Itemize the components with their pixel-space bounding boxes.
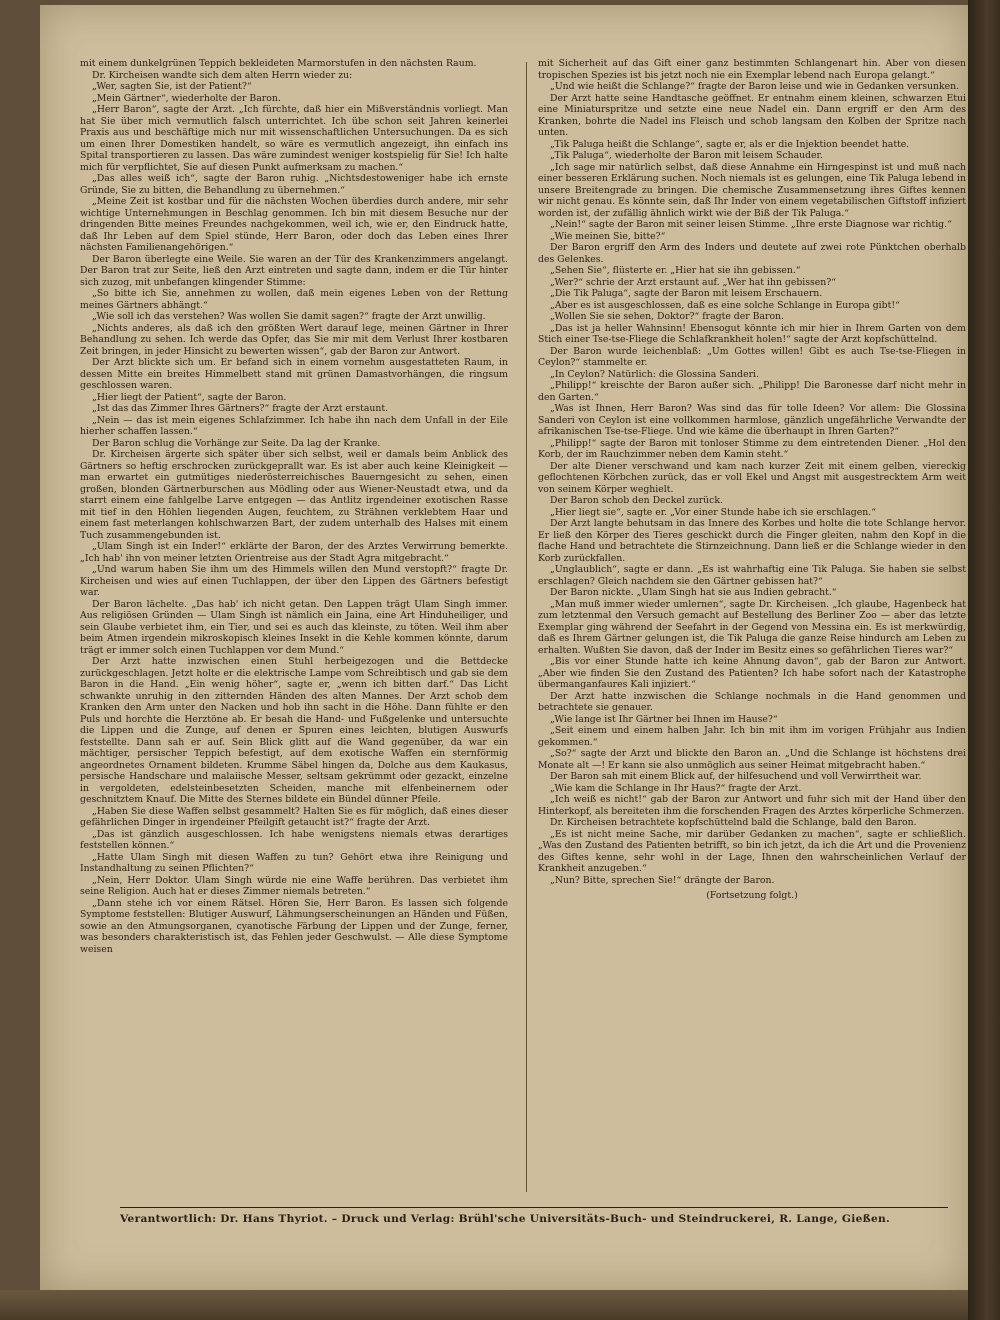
paragraph: Der Arzt hatte inzwischen die Schlange nochmals in die Hand genommen und betrachtete sie genauer. <box>538 690 966 713</box>
left-column <box>80 58 508 955</box>
paragraph: „Ich sage mir natürlich selbst, daß diese Annahme ein Hirngespinst ist und muß nach einer besseren Erklärung suchen. Noch niemals ist es gelungen, eine Tik Paluga lebend in unsere Breitengrade zu bringen. Die chemische Zusammensetzung ihres Giftes kennen wir nicht genau. Es könnte sein, daß Ihr Inder von einem vegetabilischen Giftstoff infiziert worden ist, der zufällig ähnlich wirkt wie der Biß der Tik Paluga.“ <box>538 161 966 219</box>
paragraph: „Meine Zeit ist kostbar und für die nächsten Wochen überdies durch andere, mir sehr wichtige Unternehmungen in Beschlag genommen. Ich bin mit diesem Besuche nur der dringenden Bitte meines Freundes nachgekommen, weil ich, wie er, den Eindruck hatte, daß Ihr Leben auf dem Spiel stünde, Herr Baron, oder doch das Leben eines Ihrer nächsten Familienangehörigen.“ <box>80 196 508 253</box>
paragraph: „Wer?“ schrie der Arzt erstaunt auf. „Wer hat ihn gebissen?“ <box>550 276 837 288</box>
paragraph: „Philipp!“ kreischte der Baron außer sich. „Philipp! Die Baronesse darf nicht mehr in den Garten.“ <box>538 380 966 403</box>
paragraph: „Nein, Herr Doktor. Ulam Singh würde nie eine Waffe berühren. Das verbietet ihm seine Religion. Auch hat er dieses Zimmer niemals betreten.“ <box>80 874 508 897</box>
paragraph: „Das alles weiß ich“, sagte der Baron ruhig. „Nichtsdestoweniger habe ich ernste Gründe, Sie zu bitten, die Behandlung zu übernehmen.“ <box>80 173 508 196</box>
paragraph: mit Sicherheit auf das Gift einer ganz bestimmten Schlangenart hin. Aber von diesen tropischen Spezies ist bis jetzt noch nie ein Exemplar lebend nach Europa gelangt.“ <box>538 58 966 81</box>
paragraph: „Seit einem und einem halben Jahr. Ich bin mit ihm im vorigen Frühjahr aus Indien gekommen.“ <box>538 725 966 748</box>
paragraph: Der Arzt hatte seine Handtasche geöffnet. Er entnahm einem kleinen, schwarzen Etui eine Miniaturspritze und setzte eine neue Nadel ein. Dann ergriff er den Arm des Kranken, bohrte die Nadel ins Fleisch und schob langsam den Kolben der Spritze nach unten. <box>538 92 966 138</box>
paragraph: Der Baron überlegte eine Weile. Sie waren an der Tür des Krankenzimmers angelangt. Der Baron trat zur Seite, ließ den Arzt eintreten und sagte dann, indem er die Tür hinter sich zuzog, mit unbefangen klingender Stimme: <box>80 253 508 288</box>
paragraph: „So?“ sagte der Arzt und blickte den Baron an. „Und die Schlange ist höchstens drei Monate alt —! Er kann sie also unmöglich aus seiner Heimat mitgebracht haben.“ <box>538 748 966 771</box>
footer-rule <box>120 1207 948 1208</box>
page-edge-right <box>968 0 1000 1320</box>
paragraph: „Es ist nicht meine Sache, mir darüber Gedanken zu machen“, sagte er schließlich. „Was den Zustand des Patienten betrifft, so bin ich jetzt, da ich die Art und die Provenienz des Giftes kenne, sehr wohl in der Lage, Ihnen den wahrscheinlichen Verlauf der Krankheit anzugeben.“ <box>538 828 966 874</box>
paragraph: Der alte Diener verschwand und kam nach kurzer Zeit mit einem gelben, viereckig geflochtenen Körbchen zurück, das er voll Ekel und Angst mit ausgestrecktem Arm weit von seinem Körper weghielt. <box>538 460 966 495</box>
paragraph: Der Baron nickte. „Ulam Singh hat sie aus Indien gebracht.“ <box>550 587 837 598</box>
continuation-note: (Fortsetzung folgt.) <box>706 890 798 901</box>
paragraph: Dr. Kircheisen betrachtete kopfschüttelnd bald die Schlange, bald den Baron. <box>550 817 917 828</box>
paragraph: „Bis vor einer Stunde hatte ich keine Ahnung davon“, gab der Baron zur Antwort. „Aber wie finden Sie den Zustand des Patienten? Ich habe sofort nach der Katastrophe übermanganfaures Kali injiziert.“ <box>538 656 966 690</box>
paragraph: „Wie kam die Schlange in Ihr Haus?“ fragte der Arzt. <box>550 782 802 794</box>
paragraph: Der Baron schob den Deckel zurück. <box>550 495 723 506</box>
paragraph: Der Baron sah mit einem Blick auf, der hilfesuchend und voll Verwirrtheit war. <box>550 771 922 782</box>
paragraph: „Was ist Ihnen, Herr Baron? Was sind das für tolle Ideen? Vor allem: Die Glossina Sanderi von Ceylon ist eine vollkommen harmlose, gänzlich ungefährliche Verwandte der afrikanischen Tse-tse-Fliege. Und wie käme die überhaupt in Ihren Garten?“ <box>538 403 966 437</box>
paragraph: „Mein Gärtner“, wiederholte der Baron. <box>92 92 281 104</box>
paragraph: Der Arzt langte behutsam in das Innere des Korbes und holte die tote Schlange hervor. Er ließ den Körper des Tieres geschickt durch die Finger gleiten, nahm den Kopf in die flache Hand und betrachtete die Stirnzeichnung. Dann ließ er die Schlange wieder in den Korb zurückfallen. <box>538 518 966 564</box>
paragraph: „Nichts anderes, als daß ich den größten Wert darauf lege, meinen Gärtner in Ihrer Behandlung zu sehen. Ich werde das Opfer, das Sie mir mit dem Verlust Ihrer kostbaren Zeit bringen, in jeder Hinsicht zu bewerten wissen“, gab der Baron zur Antwort. <box>80 322 508 357</box>
column-divider <box>526 62 527 1192</box>
paragraph: „Tik Paluga heißt die Schlange“, sagte er, als er die Injektion beendet hatte. <box>550 138 910 150</box>
paragraph: „Ist das das Zimmer Ihres Gärtners?“ fragte der Arzt erstaunt. <box>92 403 389 414</box>
paragraph: „Herr Baron“, sagte der Arzt. „Ich fürchte, daß hier ein Mißverständnis vorliegt. Man hat Sie über mich vermutlich falsch unterrichtet. Ich übe schon seit Jahren keinerlei Praxis aus und beschäftige mich nur mit wissenschaftlichen Untersuchungen. Da es sich um einen Ihrer Domestiken handelt, so wäre es vermutlich angezeigt, ihn einfach ins Spital transportieren zu lassen. Das wäre zumindest weniger kostspielig für Sie! Ich halte mich für verpflichtet, Sie auf diesen Punkt aufmerksam zu machen.“ <box>80 104 508 173</box>
paragraph: „Und wie heißt die Schlange?“ fragte der Baron leise und wie in Gedanken versunken. <box>550 81 960 92</box>
paragraph: „Unglaublich“, sagte er dann. „Es ist wahrhaftig eine Tik Paluga. Sie haben sie selbst erschlagen? Gleich nachdem sie den Gärtner gebissen hat?“ <box>538 564 966 587</box>
paragraph: Der Baron wurde leichenblaß: „Um Gottes willen! Gibt es auch Tse-tse-Fliegen in Ceylon?“ stammelte er. <box>538 345 966 368</box>
paragraph: „Nun? Bitte, sprechen Sie!“ drängte der Baron. <box>550 874 775 886</box>
paragraph: „Philipp!“ sagte der Baron mit tonloser Stimme zu dem eintretenden Diener. „Hol den Korb, der im Rauchzimmer neben dem Kamin steht.“ <box>538 437 966 460</box>
paragraph: „Wie lange ist Ihr Gärtner bei Ihnen im Hause?“ <box>550 713 778 725</box>
paragraph: Der Baron lächelte. „Das hab' ich nicht getan. Den Lappen trägt Ulam Singh immer. Aus religiösen Gründen — Ulam Singh ist nämlich ein Jaina, eine Art Hinduheiliger, und sein Glaube verbietet ihm, ein Tier, und sei es auch das kleinste, zu töten. Weil ihm aber beim Atmen irgendein mikroskopisch kleines Insekt in die Kehle kommen könnte, darum trägt er immer solch einen Tuchlappen vor dem Mund.“ <box>80 598 508 656</box>
paragraph: „Wollen Sie sie sehen, Doktor?“ fragte der Baron. <box>550 311 784 322</box>
paragraph: Der Baron ergriff den Arm des Inders und deutete auf zwei rote Pünktchen oberhalb des Gelenkes. <box>538 242 966 265</box>
paragraph: Dr. Kircheisen ärgerte sich später über sich selbst, weil er damals beim Anblick des Gärtners so heftig erschrocken zurückgeprallt war. Es ist aber auch keine Kleinigkeit — man erwartet ein gutmütiges niederösterreichisches Bauerngesicht zu sehen, einen großen, blonden Gärtnerburschen aus Mödling oder aus Wiener-Neustadt etwa, und da starrt einem eine fahlgelbe Larve entgegen — das Antlitz irgendeiner exotischen Rasse mit tief in den Höhlen liegenden Augen, feuchtem, zu Strähnen verklebtem Haar und einem fast meterlangen kohlschwarzen Bart, der zudem unterhalb des Halses mit einem Tuch zusammengebunden ist. <box>80 449 508 541</box>
paragraph: „Und warum haben Sie ihm um des Himmels willen den Mund verstopft?“ fragte Dr. Kircheisen und wies auf einen Tuchlappen, der über den Lippen des Gärtners befestigt war. <box>80 564 508 598</box>
paragraph: „Man muß immer wieder umlernen“, sagte Dr. Kircheisen. „Ich glaube, Hagenbeck hat zum letztenmal den Versuch gemacht auf Bestellung des Berliner Zoo — aber das letzte Exemplar ging während der Seefahrt in der Gegend von Messina ein. Es ist merkwürdig, daß es Ihrem Gärtner gelungen ist, die Tik Paluga die ganze Reise hindurch am Leben zu erhalten. Wußten Sie davon, daß der Inder im Besitz eines so gefährlichen Tieres war?“ <box>538 598 966 656</box>
paragraph: „Das ist ja heller Wahnsinn! Ebensogut könnte ich mir hier in Ihrem Garten von dem Stich einer Tse-tse-Fliege die Schlafkrankheit holen!“ sagte der Arzt kopfschüttelnd. <box>538 322 966 345</box>
paragraph: „Hier liegt sie“, sagte er. „Vor einer Stunde habe ich sie erschlagen.“ <box>550 506 876 518</box>
paragraph: Der Arzt hatte inzwischen einen Stuhl herbeigezogen und die Bettdecke zurückgeschlagen. Jetzt holte er die elektrische Lampe vom Schreibtisch und gab sie dem Baron in die Hand. „Ein wenig höher“, sagte er, „wenn ich bitten darf.“ Das Licht schwankte unruhig in den zitternden Händen des alten Mannes. Der Arzt schob dem Kranken den Arm unter den Nacken und hob ihn sacht in die Höhe. Dann fühlte er den Puls und horchte die Herztöne ab. Er besah die Hand- und Fußgelenke und untersuchte die Lippen und die Zunge, auf denen er Spuren eines leichten, blutigen Auswurfs feststellte. Dann sah er auf. Sein Blick glitt auf die Wand gegenüber, da war ein mächtiger, persischer Teppich befestigt, auf dem exotische Waffen ein sternförmig angeordnetes Ornament bildeten. Krumme Säbel hingen da, Dolche aus dem Kaukasus, persische Handschare und malaiische Messer, seltsam gekrümmt oder gezackt, einzelne in vergoldeten, edelsteinbesetzten Scheiden, manche mit elfenbeinernem oder geschnitztem Knauf. Die Mitte des Sternes bildete ein Bündel dünner Pfeile. <box>80 656 508 805</box>
paragraph: „Ich weiß es nicht!“ gab der Baron zur Antwort und fuhr sich mit der Hand über den Hinterkopf, als bereiteten ihm die forschenden Fragen des Arztes körperliche Schmerzen. <box>538 794 966 817</box>
paragraph: „Die Tik Paluga“, sagte der Baron mit leisem Erschauern. <box>550 288 823 299</box>
paragraph: „So bitte ich Sie, annehmen zu wollen, daß mein eigenes Leben von der Rettung meines Gärtners abhängt.“ <box>80 288 508 311</box>
paragraph: „Nein!“ sagte der Baron mit seiner leisen Stimme. „Ihre erste Diagnose war richtig.“ <box>550 219 952 230</box>
paragraph: „Tik Paluga“, wiederholte der Baron mit leisem Schauder. <box>550 150 823 161</box>
paragraph: „Das ist gänzlich ausgeschlossen. Ich habe wenigstens niemals etwas derartiges feststellen können.“ <box>80 828 508 851</box>
right-column <box>538 58 966 902</box>
imprint-line: Verantwortlich: Dr. Hans Thyriot. – Druck und Verlag: Brühl'sche Universitäts-Buch- und Steindruckerei, R. Lange, Gießen. <box>120 1213 891 1225</box>
paragraph: „Wer, sagten Sie, ist der Patient?“ <box>92 81 252 92</box>
page-edge-bottom <box>0 1290 968 1320</box>
paragraph: „Wie meinen Sie, bitte?“ <box>550 230 666 242</box>
paragraph: „Wie soll ich das verstehen? Was wollen Sie damit sagen?“ fragte der Arzt unwillig. <box>92 311 486 322</box>
paragraph: „Nein — das ist mein eigenes Schlafzimmer. Ich habe ihn nach dem Unfall in der Eile hierher schaffen lassen.“ <box>80 414 508 437</box>
paragraph: „Ulam Singh ist ein Inder!“ erklärte der Baron, der des Arztes Verwirrung bemerkte. „Ich hab' ihn von meiner letzten Orientreise aus der Stadt Agra mitgebracht.“ <box>80 541 508 564</box>
paragraph: „In Ceylon? Natürlich: die Glossina Sanderi. <box>550 368 759 380</box>
paragraph: „Dann stehe ich vor einem Rätsel. Hören Sie, Herr Baron. Es lassen sich folgende Symptome feststellen: Blutiger Auswurf, Lähmungserscheinungen an Händen und Füßen, sowie an den Atmungsorganen, cyanotische Färbung der Lippen und der Zunge, ferner, was besonders charakteristisch ist, das Fehlen jeder Geschwulst. — Alle diese Symptome weisen <box>80 897 508 955</box>
paragraph: „Sehen Sie“, flüsterte er. „Hier hat sie ihn gebissen.“ <box>550 265 801 276</box>
paragraph: Der Arzt blickte sich um. Er befand sich in einem vornehm ausgestatteten Raum, in dessen Mitte ein breites Himmelbett stand mit grünen Damastvorhängen, die ringsum geschlossen waren. <box>80 357 508 391</box>
paragraph: „Hatte Ulam Singh mit diesen Waffen zu tun? Gehört etwa ihre Reinigung und Instandhaltung zu seinen Pflichten?“ <box>80 851 508 874</box>
paragraph: Der Baron schlug die Vorhänge zur Seite. Da lag der Kranke. <box>92 437 381 449</box>
paragraph: Dr. Kircheisen wandte sich dem alten Herrn wieder zu: <box>92 69 353 81</box>
paragraph: „Aber es ist ausgeschlossen, daß es eine solche Schlange in Europa gibt!“ <box>550 299 900 311</box>
paragraph: „Haben Sie diese Waffen selbst gesammelt? Halten Sie es für möglich, daß eines dieser gefährlichen Dinger in irgendeiner Pfeilgift getaucht ist?“ fragte der Arzt. <box>80 805 508 828</box>
paragraph: mit einem dunkelgrünen Teppich bekleideten Marmorstufen in den nächsten Raum. <box>80 58 477 69</box>
paragraph: „Hier liegt der Patient“, sagte der Baron. <box>92 391 287 403</box>
